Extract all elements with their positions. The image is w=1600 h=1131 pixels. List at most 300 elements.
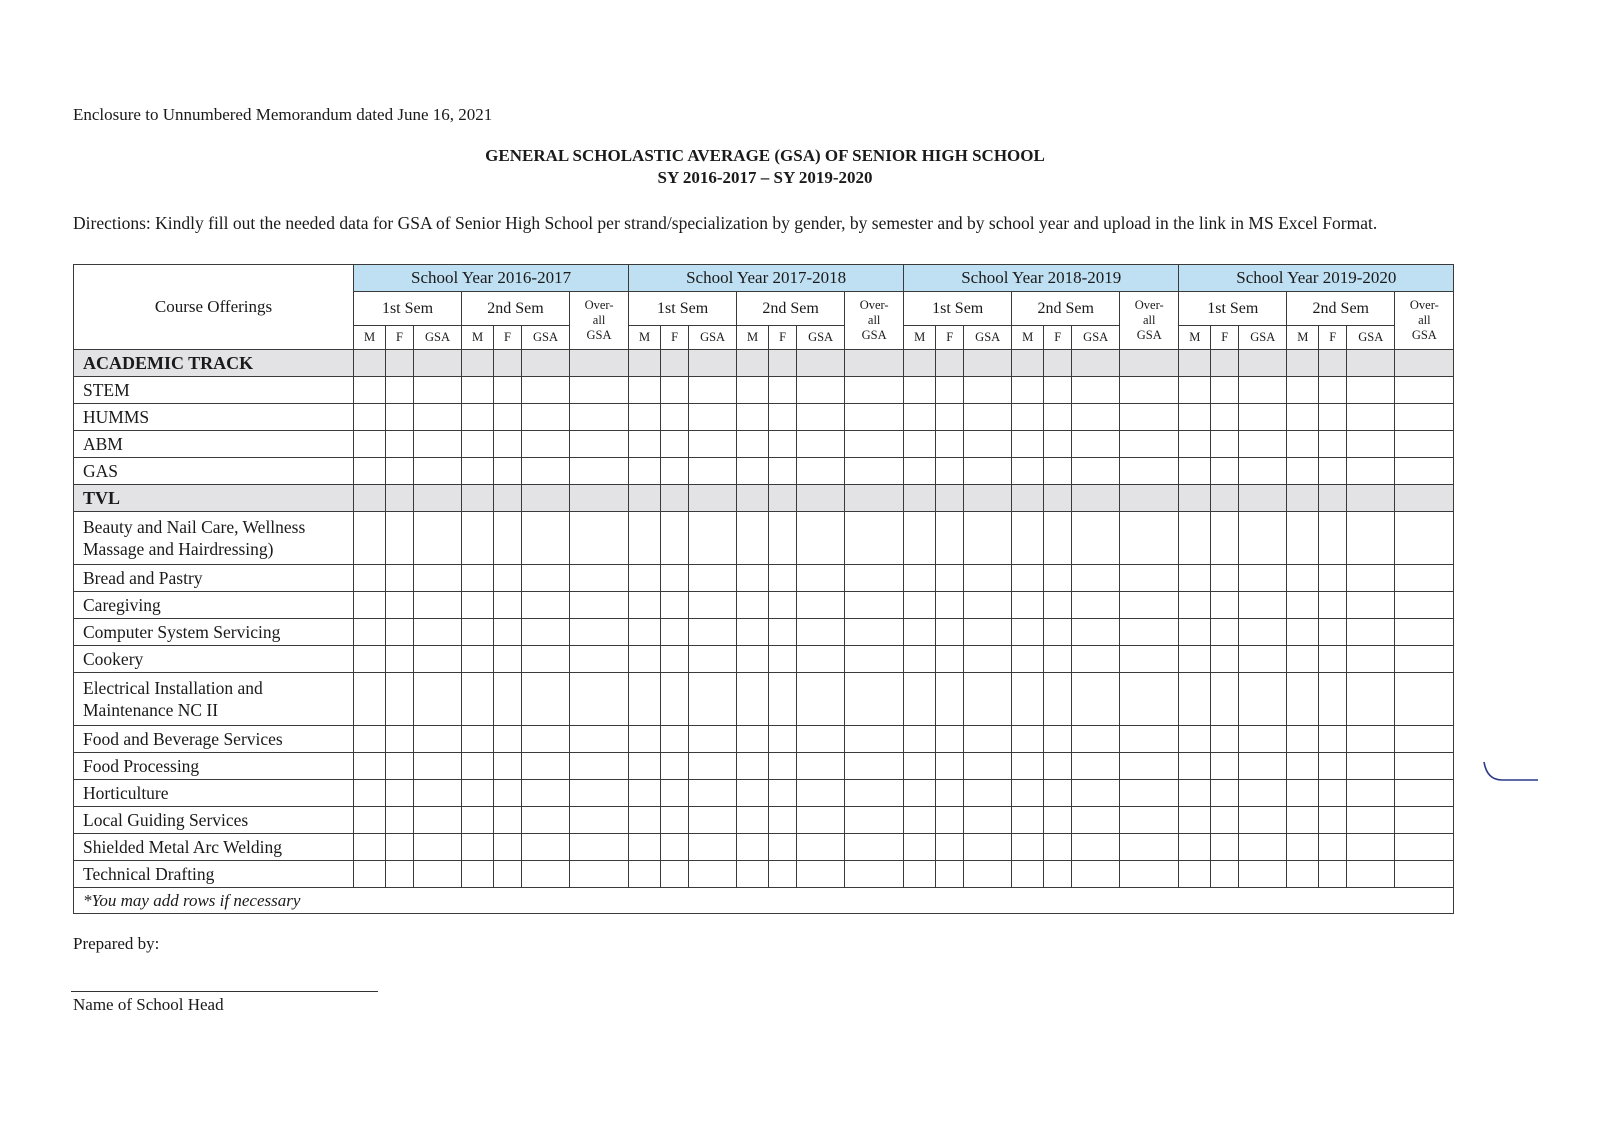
data-entry-cell[interactable] bbox=[1072, 780, 1120, 807]
data-entry-cell[interactable] bbox=[797, 431, 845, 458]
data-entry-cell[interactable] bbox=[1211, 861, 1239, 888]
data-entry-cell[interactable] bbox=[570, 861, 629, 888]
data-entry-cell[interactable] bbox=[1120, 404, 1179, 431]
data-entry-cell[interactable] bbox=[1179, 780, 1211, 807]
data-entry-cell[interactable] bbox=[386, 431, 414, 458]
data-entry-cell[interactable] bbox=[414, 807, 462, 834]
data-entry-cell[interactable] bbox=[462, 726, 494, 753]
data-entry-cell[interactable] bbox=[1044, 753, 1072, 780]
data-entry-cell[interactable] bbox=[1287, 592, 1319, 619]
data-entry-cell[interactable] bbox=[1179, 834, 1211, 861]
data-entry-cell[interactable] bbox=[1319, 431, 1347, 458]
data-entry-cell[interactable] bbox=[1239, 834, 1287, 861]
data-entry-cell[interactable] bbox=[904, 458, 936, 485]
data-entry-cell[interactable] bbox=[494, 431, 522, 458]
data-entry-cell[interactable] bbox=[414, 673, 462, 726]
data-entry-cell[interactable] bbox=[1120, 646, 1179, 673]
data-entry-cell[interactable] bbox=[769, 834, 797, 861]
data-entry-cell[interactable] bbox=[904, 404, 936, 431]
data-entry-cell[interactable] bbox=[1044, 673, 1072, 726]
data-entry-cell[interactable] bbox=[1395, 726, 1454, 753]
data-entry-cell[interactable] bbox=[845, 834, 904, 861]
data-entry-cell[interactable] bbox=[1347, 861, 1395, 888]
data-entry-cell[interactable] bbox=[1120, 673, 1179, 726]
data-entry-cell[interactable] bbox=[661, 807, 689, 834]
data-entry-cell[interactable] bbox=[1211, 458, 1239, 485]
data-entry-cell[interactable] bbox=[689, 861, 737, 888]
data-entry-cell[interactable] bbox=[904, 673, 936, 726]
data-entry-cell[interactable] bbox=[1287, 619, 1319, 646]
data-entry-cell[interactable] bbox=[1120, 619, 1179, 646]
data-entry-cell[interactable] bbox=[522, 458, 570, 485]
data-entry-cell[interactable] bbox=[462, 592, 494, 619]
data-entry-cell[interactable] bbox=[904, 834, 936, 861]
data-entry-cell[interactable] bbox=[661, 619, 689, 646]
data-entry-cell[interactable] bbox=[845, 646, 904, 673]
data-entry-cell[interactable] bbox=[494, 834, 522, 861]
data-entry-cell[interactable] bbox=[689, 512, 737, 565]
data-entry-cell[interactable] bbox=[1012, 619, 1044, 646]
data-entry-cell[interactable] bbox=[1072, 458, 1120, 485]
data-entry-cell[interactable] bbox=[494, 592, 522, 619]
data-entry-cell[interactable] bbox=[904, 431, 936, 458]
data-entry-cell[interactable] bbox=[904, 726, 936, 753]
data-entry-cell[interactable] bbox=[936, 565, 964, 592]
data-entry-cell[interactable] bbox=[1395, 592, 1454, 619]
data-entry-cell[interactable] bbox=[1179, 673, 1211, 726]
data-entry-cell[interactable] bbox=[462, 404, 494, 431]
data-entry-cell[interactable] bbox=[629, 780, 661, 807]
data-entry-cell[interactable] bbox=[1120, 565, 1179, 592]
data-entry-cell[interactable] bbox=[414, 619, 462, 646]
data-entry-cell[interactable] bbox=[797, 673, 845, 726]
data-entry-cell[interactable] bbox=[1319, 619, 1347, 646]
data-entry-cell[interactable] bbox=[1239, 780, 1287, 807]
data-entry-cell[interactable] bbox=[629, 458, 661, 485]
data-entry-cell[interactable] bbox=[1319, 753, 1347, 780]
data-entry-cell[interactable] bbox=[1239, 377, 1287, 404]
data-entry-cell[interactable] bbox=[386, 565, 414, 592]
data-entry-cell[interactable] bbox=[845, 753, 904, 780]
data-entry-cell[interactable] bbox=[570, 431, 629, 458]
data-entry-cell[interactable] bbox=[1211, 377, 1239, 404]
data-entry-cell[interactable] bbox=[964, 673, 1012, 726]
data-entry-cell[interactable] bbox=[1287, 431, 1319, 458]
data-entry-cell[interactable] bbox=[570, 565, 629, 592]
data-entry-cell[interactable] bbox=[1319, 377, 1347, 404]
data-entry-cell[interactable] bbox=[904, 592, 936, 619]
data-entry-cell[interactable] bbox=[904, 807, 936, 834]
data-entry-cell[interactable] bbox=[1072, 619, 1120, 646]
data-entry-cell[interactable] bbox=[1395, 619, 1454, 646]
data-entry-cell[interactable] bbox=[1319, 404, 1347, 431]
data-entry-cell[interactable] bbox=[936, 458, 964, 485]
data-entry-cell[interactable] bbox=[964, 619, 1012, 646]
data-entry-cell[interactable] bbox=[629, 565, 661, 592]
data-entry-cell[interactable] bbox=[1211, 646, 1239, 673]
data-entry-cell[interactable] bbox=[522, 592, 570, 619]
data-entry-cell[interactable] bbox=[1395, 834, 1454, 861]
data-entry-cell[interactable] bbox=[797, 377, 845, 404]
data-entry-cell[interactable] bbox=[797, 807, 845, 834]
data-entry-cell[interactable] bbox=[737, 512, 769, 565]
data-entry-cell[interactable] bbox=[737, 404, 769, 431]
data-entry-cell[interactable] bbox=[570, 404, 629, 431]
data-entry-cell[interactable] bbox=[737, 807, 769, 834]
data-entry-cell[interactable] bbox=[386, 673, 414, 726]
data-entry-cell[interactable] bbox=[769, 807, 797, 834]
data-entry-cell[interactable] bbox=[462, 673, 494, 726]
data-entry-cell[interactable] bbox=[386, 861, 414, 888]
data-entry-cell[interactable] bbox=[386, 619, 414, 646]
data-entry-cell[interactable] bbox=[797, 592, 845, 619]
data-entry-cell[interactable] bbox=[354, 780, 386, 807]
data-entry-cell[interactable] bbox=[570, 834, 629, 861]
data-entry-cell[interactable] bbox=[1179, 592, 1211, 619]
data-entry-cell[interactable] bbox=[1012, 377, 1044, 404]
data-entry-cell[interactable] bbox=[845, 726, 904, 753]
data-entry-cell[interactable] bbox=[1211, 512, 1239, 565]
data-entry-cell[interactable] bbox=[570, 458, 629, 485]
data-entry-cell[interactable] bbox=[1120, 431, 1179, 458]
data-entry-cell[interactable] bbox=[494, 673, 522, 726]
data-entry-cell[interactable] bbox=[936, 512, 964, 565]
data-entry-cell[interactable] bbox=[629, 377, 661, 404]
data-entry-cell[interactable] bbox=[904, 619, 936, 646]
data-entry-cell[interactable] bbox=[797, 619, 845, 646]
data-entry-cell[interactable] bbox=[1179, 512, 1211, 565]
data-entry-cell[interactable] bbox=[414, 431, 462, 458]
data-entry-cell[interactable] bbox=[494, 780, 522, 807]
data-entry-cell[interactable] bbox=[1211, 565, 1239, 592]
data-entry-cell[interactable] bbox=[737, 619, 769, 646]
data-entry-cell[interactable] bbox=[904, 565, 936, 592]
data-entry-cell[interactable] bbox=[386, 726, 414, 753]
data-entry-cell[interactable] bbox=[1395, 646, 1454, 673]
data-entry-cell[interactable] bbox=[1395, 377, 1454, 404]
data-entry-cell[interactable] bbox=[570, 807, 629, 834]
data-entry-cell[interactable] bbox=[936, 431, 964, 458]
data-entry-cell[interactable] bbox=[964, 431, 1012, 458]
data-entry-cell[interactable] bbox=[522, 780, 570, 807]
data-entry-cell[interactable] bbox=[1012, 807, 1044, 834]
data-entry-cell[interactable] bbox=[522, 619, 570, 646]
data-entry-cell[interactable] bbox=[737, 673, 769, 726]
data-entry-cell[interactable] bbox=[661, 377, 689, 404]
data-entry-cell[interactable] bbox=[386, 780, 414, 807]
data-entry-cell[interactable] bbox=[689, 404, 737, 431]
data-entry-cell[interactable] bbox=[1211, 807, 1239, 834]
data-entry-cell[interactable] bbox=[797, 646, 845, 673]
data-entry-cell[interactable] bbox=[494, 512, 522, 565]
data-entry-cell[interactable] bbox=[737, 565, 769, 592]
data-entry-cell[interactable] bbox=[845, 458, 904, 485]
data-entry-cell[interactable] bbox=[1319, 565, 1347, 592]
data-entry-cell[interactable] bbox=[522, 431, 570, 458]
data-entry-cell[interactable] bbox=[1211, 753, 1239, 780]
data-entry-cell[interactable] bbox=[494, 565, 522, 592]
data-entry-cell[interactable] bbox=[936, 646, 964, 673]
data-entry-cell[interactable] bbox=[462, 619, 494, 646]
data-entry-cell[interactable] bbox=[1239, 458, 1287, 485]
data-entry-cell[interactable] bbox=[1395, 431, 1454, 458]
data-entry-cell[interactable] bbox=[414, 780, 462, 807]
data-entry-cell[interactable] bbox=[1319, 458, 1347, 485]
data-entry-cell[interactable] bbox=[797, 512, 845, 565]
data-entry-cell[interactable] bbox=[1012, 861, 1044, 888]
data-entry-cell[interactable] bbox=[1287, 377, 1319, 404]
data-entry-cell[interactable] bbox=[386, 592, 414, 619]
data-entry-cell[interactable] bbox=[629, 431, 661, 458]
data-entry-cell[interactable] bbox=[462, 807, 494, 834]
data-entry-cell[interactable] bbox=[1211, 834, 1239, 861]
data-entry-cell[interactable] bbox=[1072, 592, 1120, 619]
data-entry-cell[interactable] bbox=[1211, 619, 1239, 646]
data-entry-cell[interactable] bbox=[1287, 673, 1319, 726]
data-entry-cell[interactable] bbox=[570, 512, 629, 565]
data-entry-cell[interactable] bbox=[522, 861, 570, 888]
data-entry-cell[interactable] bbox=[414, 861, 462, 888]
data-entry-cell[interactable] bbox=[414, 592, 462, 619]
data-entry-cell[interactable] bbox=[1347, 377, 1395, 404]
data-entry-cell[interactable] bbox=[845, 780, 904, 807]
data-entry-cell[interactable] bbox=[737, 592, 769, 619]
data-entry-cell[interactable] bbox=[629, 861, 661, 888]
data-entry-cell[interactable] bbox=[570, 592, 629, 619]
data-entry-cell[interactable] bbox=[936, 619, 964, 646]
data-entry-cell[interactable] bbox=[414, 646, 462, 673]
data-entry-cell[interactable] bbox=[661, 753, 689, 780]
data-entry-cell[interactable] bbox=[386, 753, 414, 780]
data-entry-cell[interactable] bbox=[845, 565, 904, 592]
data-entry-cell[interactable] bbox=[1120, 512, 1179, 565]
data-entry-cell[interactable] bbox=[964, 807, 1012, 834]
data-entry-cell[interactable] bbox=[354, 377, 386, 404]
data-entry-cell[interactable] bbox=[1044, 807, 1072, 834]
data-entry-cell[interactable] bbox=[1347, 646, 1395, 673]
data-entry-cell[interactable] bbox=[1287, 512, 1319, 565]
data-entry-cell[interactable] bbox=[1211, 404, 1239, 431]
data-entry-cell[interactable] bbox=[964, 753, 1012, 780]
data-entry-cell[interactable] bbox=[1072, 861, 1120, 888]
data-entry-cell[interactable] bbox=[1012, 512, 1044, 565]
data-entry-cell[interactable] bbox=[1287, 780, 1319, 807]
data-entry-cell[interactable] bbox=[769, 512, 797, 565]
data-entry-cell[interactable] bbox=[845, 861, 904, 888]
data-entry-cell[interactable] bbox=[494, 753, 522, 780]
data-entry-cell[interactable] bbox=[1239, 592, 1287, 619]
data-entry-cell[interactable] bbox=[1072, 753, 1120, 780]
data-entry-cell[interactable] bbox=[964, 780, 1012, 807]
data-entry-cell[interactable] bbox=[1347, 592, 1395, 619]
data-entry-cell[interactable] bbox=[1287, 861, 1319, 888]
data-entry-cell[interactable] bbox=[462, 780, 494, 807]
data-entry-cell[interactable] bbox=[1120, 458, 1179, 485]
data-entry-cell[interactable] bbox=[1179, 404, 1211, 431]
data-entry-cell[interactable] bbox=[689, 592, 737, 619]
data-entry-cell[interactable] bbox=[1012, 565, 1044, 592]
data-entry-cell[interactable] bbox=[1044, 565, 1072, 592]
data-entry-cell[interactable] bbox=[1072, 807, 1120, 834]
data-entry-cell[interactable] bbox=[845, 592, 904, 619]
data-entry-cell[interactable] bbox=[797, 834, 845, 861]
data-entry-cell[interactable] bbox=[414, 512, 462, 565]
data-entry-cell[interactable] bbox=[797, 753, 845, 780]
data-entry-cell[interactable] bbox=[1179, 458, 1211, 485]
data-entry-cell[interactable] bbox=[1012, 726, 1044, 753]
data-entry-cell[interactable] bbox=[1072, 646, 1120, 673]
data-entry-cell[interactable] bbox=[845, 404, 904, 431]
data-entry-cell[interactable] bbox=[964, 404, 1012, 431]
data-entry-cell[interactable] bbox=[1044, 404, 1072, 431]
data-entry-cell[interactable] bbox=[386, 404, 414, 431]
data-entry-cell[interactable] bbox=[1347, 780, 1395, 807]
data-entry-cell[interactable] bbox=[1395, 807, 1454, 834]
data-entry-cell[interactable] bbox=[494, 646, 522, 673]
data-entry-cell[interactable] bbox=[1347, 565, 1395, 592]
data-entry-cell[interactable] bbox=[1347, 512, 1395, 565]
data-entry-cell[interactable] bbox=[1179, 565, 1211, 592]
data-entry-cell[interactable] bbox=[797, 726, 845, 753]
data-entry-cell[interactable] bbox=[661, 726, 689, 753]
data-entry-cell[interactable] bbox=[1239, 565, 1287, 592]
data-entry-cell[interactable] bbox=[964, 646, 1012, 673]
data-entry-cell[interactable] bbox=[1072, 431, 1120, 458]
data-entry-cell[interactable] bbox=[1179, 861, 1211, 888]
data-entry-cell[interactable] bbox=[354, 404, 386, 431]
data-entry-cell[interactable] bbox=[354, 592, 386, 619]
data-entry-cell[interactable] bbox=[1239, 619, 1287, 646]
data-entry-cell[interactable] bbox=[936, 861, 964, 888]
data-entry-cell[interactable] bbox=[689, 673, 737, 726]
data-entry-cell[interactable] bbox=[1287, 753, 1319, 780]
data-entry-cell[interactable] bbox=[1044, 458, 1072, 485]
data-entry-cell[interactable] bbox=[964, 592, 1012, 619]
data-entry-cell[interactable] bbox=[936, 673, 964, 726]
data-entry-cell[interactable] bbox=[904, 512, 936, 565]
data-entry-cell[interactable] bbox=[1287, 726, 1319, 753]
data-entry-cell[interactable] bbox=[522, 807, 570, 834]
data-entry-cell[interactable] bbox=[661, 592, 689, 619]
data-entry-cell[interactable] bbox=[522, 512, 570, 565]
data-entry-cell[interactable] bbox=[1012, 673, 1044, 726]
data-entry-cell[interactable] bbox=[1287, 565, 1319, 592]
data-entry-cell[interactable] bbox=[964, 861, 1012, 888]
data-entry-cell[interactable] bbox=[1395, 565, 1454, 592]
data-entry-cell[interactable] bbox=[689, 753, 737, 780]
data-entry-cell[interactable] bbox=[1319, 512, 1347, 565]
data-entry-cell[interactable] bbox=[629, 807, 661, 834]
data-entry-cell[interactable] bbox=[936, 807, 964, 834]
data-entry-cell[interactable] bbox=[1239, 753, 1287, 780]
data-entry-cell[interactable] bbox=[661, 404, 689, 431]
data-entry-cell[interactable] bbox=[661, 673, 689, 726]
data-entry-cell[interactable] bbox=[1347, 619, 1395, 646]
data-entry-cell[interactable] bbox=[570, 726, 629, 753]
data-entry-cell[interactable] bbox=[494, 377, 522, 404]
data-entry-cell[interactable] bbox=[1044, 619, 1072, 646]
data-entry-cell[interactable] bbox=[737, 646, 769, 673]
data-entry-cell[interactable] bbox=[1044, 726, 1072, 753]
data-entry-cell[interactable] bbox=[737, 861, 769, 888]
data-entry-cell[interactable] bbox=[522, 673, 570, 726]
data-entry-cell[interactable] bbox=[462, 861, 494, 888]
data-entry-cell[interactable] bbox=[354, 565, 386, 592]
data-entry-cell[interactable] bbox=[737, 431, 769, 458]
data-entry-cell[interactable] bbox=[1287, 807, 1319, 834]
data-entry-cell[interactable] bbox=[1179, 807, 1211, 834]
data-entry-cell[interactable] bbox=[1211, 726, 1239, 753]
data-entry-cell[interactable] bbox=[570, 619, 629, 646]
data-entry-cell[interactable] bbox=[689, 377, 737, 404]
data-entry-cell[interactable] bbox=[964, 834, 1012, 861]
data-entry-cell[interactable] bbox=[1239, 404, 1287, 431]
data-entry-cell[interactable] bbox=[494, 726, 522, 753]
data-entry-cell[interactable] bbox=[1179, 377, 1211, 404]
data-entry-cell[interactable] bbox=[462, 458, 494, 485]
data-entry-cell[interactable] bbox=[1120, 726, 1179, 753]
data-entry-cell[interactable] bbox=[462, 431, 494, 458]
data-entry-cell[interactable] bbox=[354, 834, 386, 861]
data-entry-cell[interactable] bbox=[570, 646, 629, 673]
data-entry-cell[interactable] bbox=[1072, 404, 1120, 431]
data-entry-cell[interactable] bbox=[629, 834, 661, 861]
data-entry-cell[interactable] bbox=[494, 404, 522, 431]
data-entry-cell[interactable] bbox=[462, 377, 494, 404]
data-entry-cell[interactable] bbox=[494, 458, 522, 485]
data-entry-cell[interactable] bbox=[769, 726, 797, 753]
data-entry-cell[interactable] bbox=[1179, 726, 1211, 753]
data-entry-cell[interactable] bbox=[845, 673, 904, 726]
data-entry-cell[interactable] bbox=[936, 404, 964, 431]
data-entry-cell[interactable] bbox=[1319, 780, 1347, 807]
data-entry-cell[interactable] bbox=[769, 377, 797, 404]
data-entry-cell[interactable] bbox=[1347, 807, 1395, 834]
data-entry-cell[interactable] bbox=[629, 753, 661, 780]
data-entry-cell[interactable] bbox=[769, 592, 797, 619]
data-entry-cell[interactable] bbox=[522, 646, 570, 673]
data-entry-cell[interactable] bbox=[689, 619, 737, 646]
data-entry-cell[interactable] bbox=[797, 404, 845, 431]
data-entry-cell[interactable] bbox=[936, 377, 964, 404]
data-entry-cell[interactable] bbox=[769, 646, 797, 673]
data-entry-cell[interactable] bbox=[386, 807, 414, 834]
data-entry-cell[interactable] bbox=[629, 673, 661, 726]
data-entry-cell[interactable] bbox=[1044, 646, 1072, 673]
data-entry-cell[interactable] bbox=[797, 458, 845, 485]
data-entry-cell[interactable] bbox=[769, 619, 797, 646]
data-entry-cell[interactable] bbox=[1179, 619, 1211, 646]
data-entry-cell[interactable] bbox=[689, 646, 737, 673]
data-entry-cell[interactable] bbox=[904, 861, 936, 888]
data-entry-cell[interactable] bbox=[964, 512, 1012, 565]
data-entry-cell[interactable] bbox=[1120, 592, 1179, 619]
data-entry-cell[interactable] bbox=[414, 458, 462, 485]
data-entry-cell[interactable] bbox=[689, 726, 737, 753]
data-entry-cell[interactable] bbox=[1319, 834, 1347, 861]
data-entry-cell[interactable] bbox=[661, 565, 689, 592]
data-entry-cell[interactable] bbox=[386, 646, 414, 673]
data-entry-cell[interactable] bbox=[522, 726, 570, 753]
data-entry-cell[interactable] bbox=[1287, 458, 1319, 485]
data-entry-cell[interactable] bbox=[1044, 377, 1072, 404]
data-entry-cell[interactable] bbox=[1395, 753, 1454, 780]
data-entry-cell[interactable] bbox=[494, 619, 522, 646]
data-entry-cell[interactable] bbox=[1120, 377, 1179, 404]
data-entry-cell[interactable] bbox=[462, 753, 494, 780]
data-entry-cell[interactable] bbox=[689, 431, 737, 458]
data-entry-cell[interactable] bbox=[494, 807, 522, 834]
